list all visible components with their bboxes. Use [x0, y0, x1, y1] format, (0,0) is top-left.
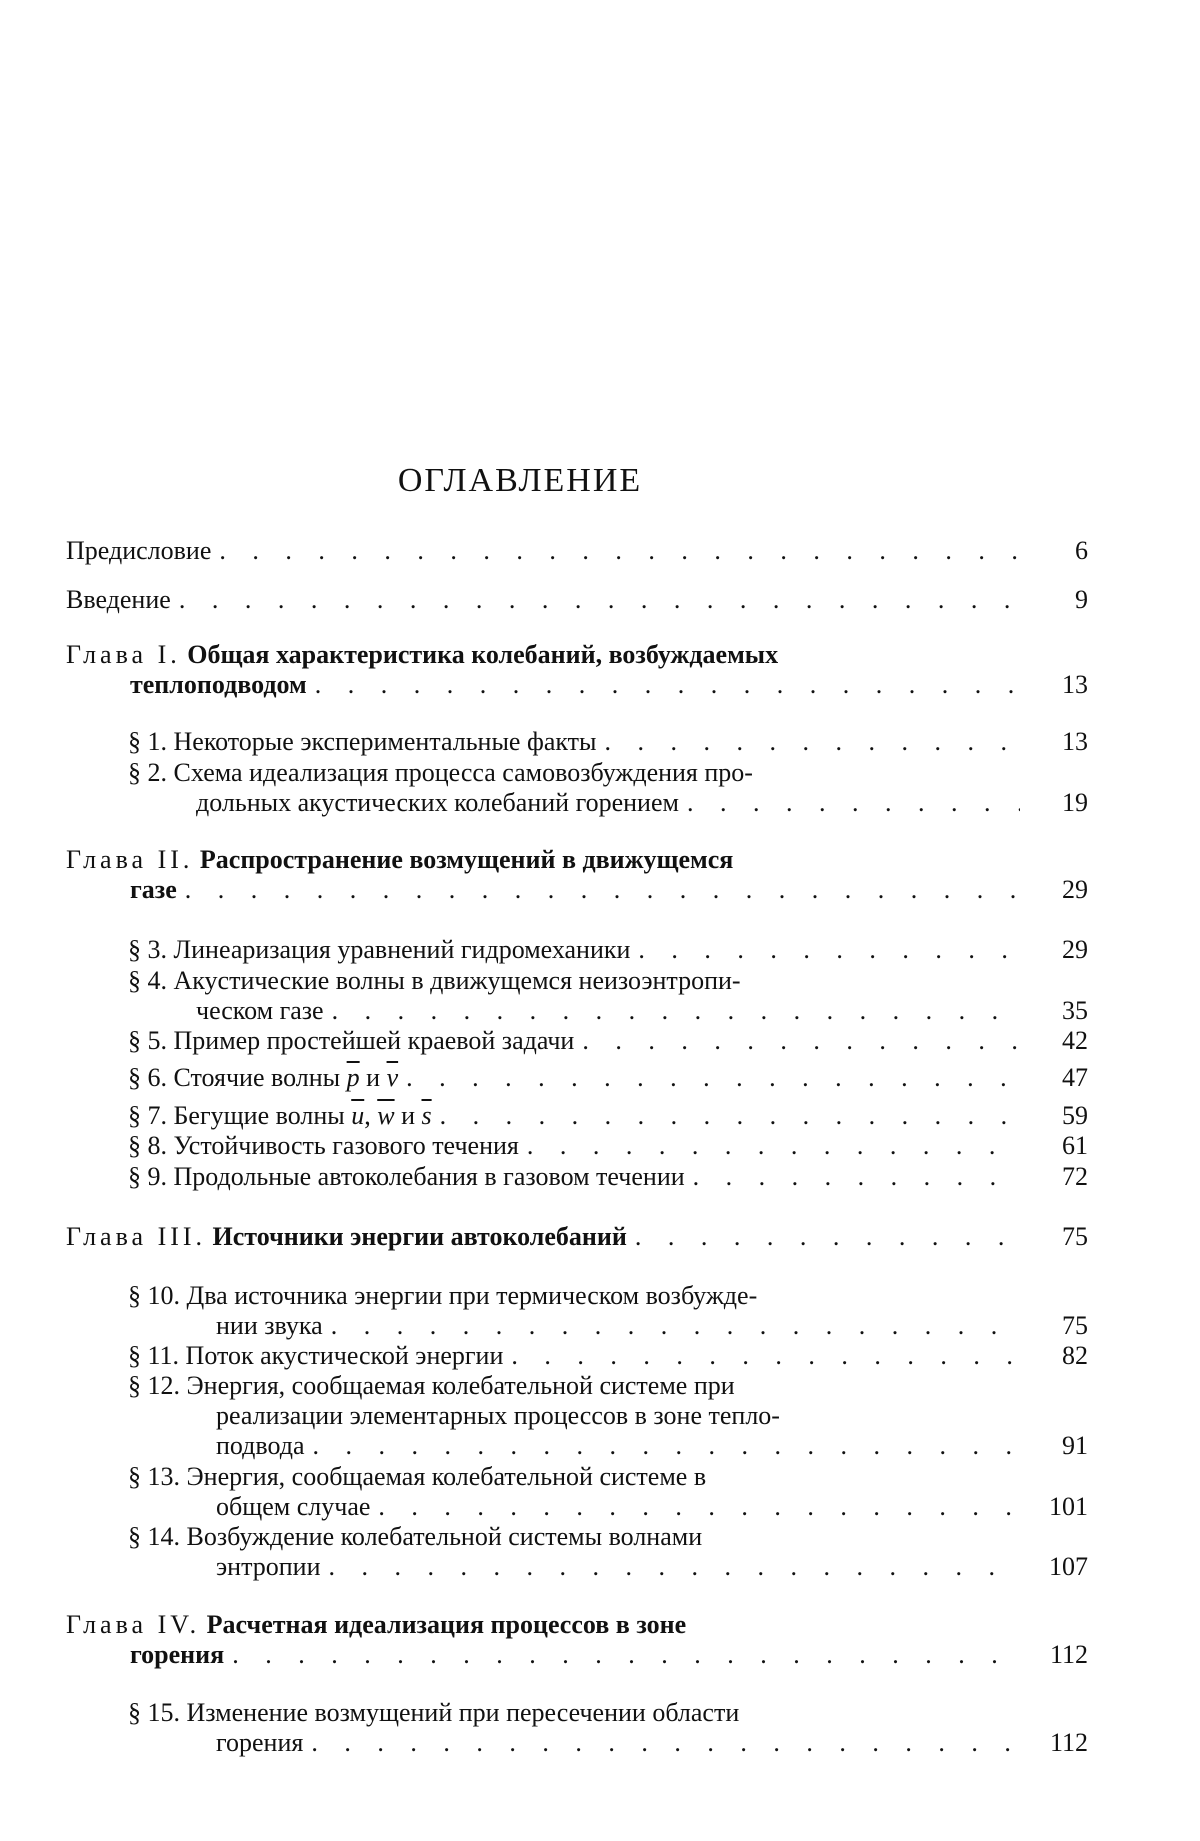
page-number: 101 — [1049, 1492, 1088, 1521]
page-number: 75 — [1062, 1222, 1088, 1251]
leader-dots — [219, 536, 1020, 566]
toc-section-2: § 2. Схема идеализация процесса самовозбуждения про- дольных акустических колебаний горением . . . 19 — [66, 758, 1088, 818]
leader-dots — [604, 727, 1020, 757]
toc-section-8: § 8. Устойчивость газового течения . . . 61 — [66, 1131, 1088, 1161]
leader-dots — [378, 1492, 1020, 1522]
leader-dots — [406, 1063, 1020, 1093]
toc-section-7: § 7. Бегущие волны $\overline{u}$ , $\overline{w}$ и $\overline{s}$ . . . 59 — [66, 1101, 1088, 1131]
toc-chapter-4: Глава IV. Расчетная идеализация процессов в зоне горения . . . 112 — [66, 1610, 1088, 1670]
leader-dots — [185, 875, 1020, 905]
toc-section-3: § 3. Линеаризация уравнений гидромеханики . . . 29 — [66, 935, 1088, 965]
leader-dots — [638, 935, 1020, 965]
toc-section-6: § 6. Стоячие волны $\overline{p}$ и $\overline{v}$ . . . 47 — [66, 1063, 1088, 1093]
leader-dots — [440, 1101, 1020, 1131]
leader-dots — [313, 1431, 1020, 1461]
leader-dots — [232, 1640, 1020, 1670]
toc-section-11: § 11. Поток акустической энергии . . . 82 — [66, 1341, 1088, 1371]
page-number: 47 — [1062, 1063, 1088, 1092]
leader-dots — [315, 670, 1020, 700]
toc-section-15: § 15. Изменение возмущений при пересечении области горения . . . 112 — [66, 1698, 1088, 1758]
toc-section-1: § 1. Некоторые экспериментальные факты . . . 13 — [66, 727, 1088, 757]
leader-dots — [331, 1311, 1020, 1341]
toc-section-5: § 5. Пример простейшей краевой задачи . . . 42 — [66, 1026, 1088, 1056]
page-number: 9 — [1075, 585, 1088, 614]
toc-section-4: § 4. Акустические волны в движущемся неизоэнтропи- ческом газе . . . 35 — [66, 966, 1088, 1026]
toc-section-13: § 13. Энергия, сообщаемая колебательной системе в общем случае . . . 101 — [66, 1462, 1088, 1522]
page-number: 19 — [1062, 788, 1088, 817]
page-number: 112 — [1049, 1728, 1088, 1757]
leader-dots — [693, 1162, 1020, 1192]
page-number: 91 — [1062, 1431, 1088, 1460]
page-number: 13 — [1062, 727, 1088, 756]
page-number: 6 — [1075, 536, 1088, 565]
toc-chapter-3: Глава III. Источники энергии автоколебаний . . . 75 — [66, 1222, 1088, 1252]
leader-dots — [687, 788, 1020, 818]
toc-section-10: § 10. Два источника энергии при термическом возбужде- нии звука . . . 75 — [66, 1281, 1088, 1341]
page-number: 42 — [1062, 1026, 1088, 1055]
toc-section-9: § 9. Продольные автоколебания в газовом течении . . . 72 — [66, 1162, 1088, 1192]
page-number: 29 — [1062, 935, 1088, 964]
page-number: 75 — [1062, 1311, 1088, 1340]
leader-dots — [511, 1341, 1020, 1371]
page-number: 61 — [1062, 1131, 1088, 1160]
toc-section-12: § 12. Энергия, сообщаемая колебательной системе при реализации элементарных процессов в зоне тепло- подвода . . . 91 — [66, 1371, 1088, 1461]
page-number: 107 — [1049, 1552, 1088, 1581]
leader-dots — [179, 585, 1020, 615]
toc-entry-intro: Введение . . . 9 — [66, 585, 1088, 615]
page-number: 72 — [1062, 1162, 1088, 1191]
leader-dots — [332, 996, 1020, 1026]
page-number: 82 — [1062, 1341, 1088, 1370]
toc-chapter-2: Глава II. Распространение возмущений в движущемся газе . . . 29 — [66, 845, 1088, 905]
page-number: 59 — [1062, 1101, 1088, 1130]
leader-dots — [329, 1552, 1021, 1582]
leader-dots — [635, 1222, 1020, 1252]
page-title: ОГЛАВЛЕНИЕ — [397, 462, 643, 499]
page-number: 112 — [1049, 1640, 1088, 1669]
leader-dots — [311, 1728, 1020, 1758]
page-number: 13 — [1062, 670, 1088, 699]
toc-section-14: § 14. Возбуждение колебательной системы волнами энтропии . . . 107 — [66, 1522, 1088, 1582]
leader-dots — [527, 1131, 1020, 1161]
toc-chapter-1: Глава I. Общая характеристика колебаний, возбуждаемых теплоподводом . . . 13 — [66, 640, 1088, 700]
page-number: 35 — [1062, 996, 1088, 1025]
toc-entry-preface: Предисловие . . . 6 — [66, 536, 1088, 566]
page-number: 29 — [1062, 875, 1088, 904]
leader-dots — [582, 1026, 1020, 1056]
